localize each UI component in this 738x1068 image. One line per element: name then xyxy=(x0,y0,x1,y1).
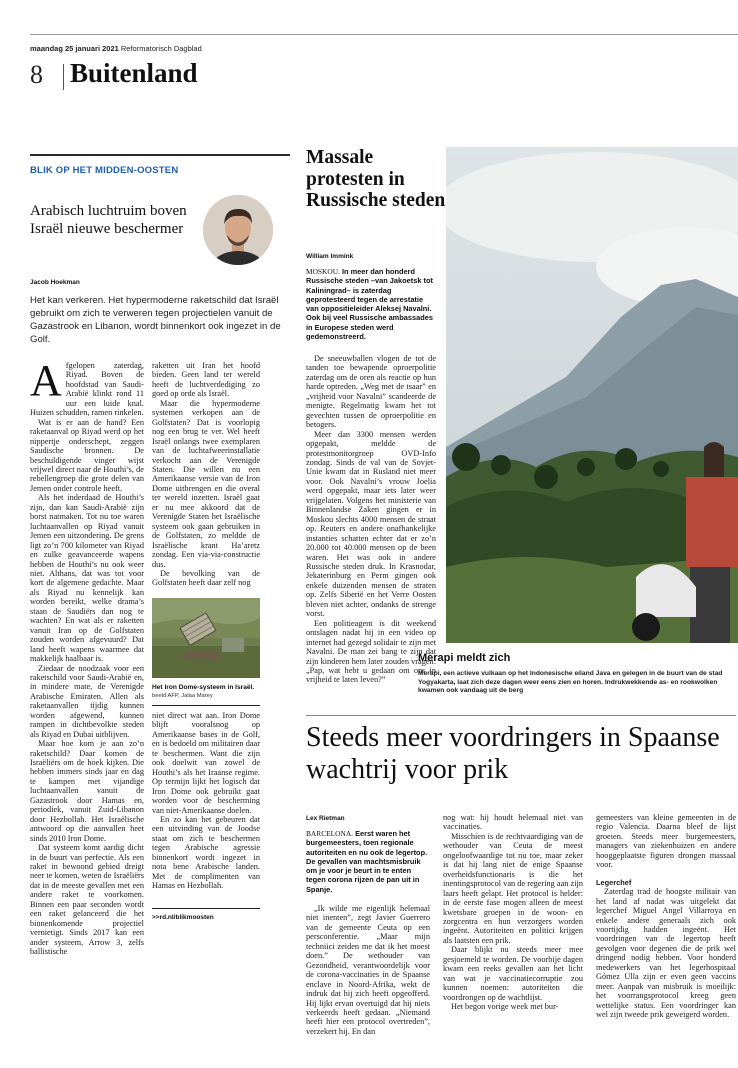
paragraph: Meer dan 3300 mensen werden opgepakt, meldde de protestmonitorgroep OVD-Info zondag. Sinds de val van de Sovjet-Unie kwam dat in Rusland niet meer voor. Ook Navalni’s vrouw Joelia werd opgepakt, maar iets later weer vrijgelaten. Volgens het ministerie van Binnenlandse Zaken gingen er in Moskou slechts 4000 mensen de straat op. Reuters en andere onafhankelijke instanties schatten echter dat er zo’n 20.000 tot 40.000 mensen op de been waren. Het was ook in andere Russische steden druk. In Krasnodar, Jekaterinburg en Perm gingen ook enkele duizenden mensen de straten op. Zelfs Siberië en het Verre Oosten bleven niet achter, ondanks de strenge vorst. xyxy=(306,429,436,619)
column-top-rule xyxy=(30,154,290,156)
paragraph: Misschien is de rechtvaardiging van de wethouder van Ceuta de meest ongeloofwaardige tot nu toe, maar zeker is dat hij lang niet de enige Spaanse overheidsfunctionaris is die het inentingsprotocol van de regering aan zijn laars heeft gelapt. Het protocol is helder: in de eerste fase mogen alleen de meest kwetsbare groepen in de woon- en zorgcentra en hun verzorgers worden ingeënt. Autoriteiten en politici krijgen als laatsten een prik. xyxy=(443,831,583,945)
spain-headline: Steeds meer voordringers in Spaanse wachtrij voor prik xyxy=(306,722,720,785)
top-rule xyxy=(30,34,738,35)
lead-text: Eerst waren het burgemeesters, toen regionale autoriteiten en nu ook de legertop. De gevallen van machtsmisbruik om je voor je beurt in te enten tegen corona rijzen de pan uit in Spanje. xyxy=(306,829,428,894)
paragraph: Ziedaar de noodzaak voor een raketschild voor Saudi-Arabië en, in mindere mate, de Verenigde Arabische Emiraten. Allen als raketaanvallen tijdig kunnen worden afgewend, kunnen rampen in dichtbevolkte steden als Riyad en Dubai uitblijven. xyxy=(30,663,144,739)
paragraph: raketten uit Iran het hoofd bieden. Geen land ter wereld heeft de luchtverdediging zo goed op orde als Israël. xyxy=(152,361,260,399)
caption-credit: beeld AFP, Jalaa Marey xyxy=(152,693,213,699)
link-rule xyxy=(152,908,260,909)
paragraph: Zaterdag trad de hoogste militair van het land af nadat was uitgelekt dat legerchef Miguel Angel Villarroya en enkele andere generaals zich ook voortijdig hadden ingeënt. Het voordringen van de legertop heeft gevolgen voor degenen die de prik wel dringend nodig hebben. Voor honderd medewerkers van het legerhospitaal Gómez Ulla zijn er even geen vaccins meer. Aanpak van misbruik is moeilijk: het voorrangsprotocol kreeg geen wettelijke status. Een voordringer kan wel zijn tweede prik geweigerd worden. xyxy=(596,887,736,1020)
russia-lead xyxy=(306,267,436,341)
paragraph: Maar die hypermoderne systemen verkopen aan de Golfstaten? Dat is voorlopig nog een brug te ver. Wel heeft Israël onlangs twee exemplaren van de luchtafweerinstallatie verkocht aan de Verenigde Staten. Die willen nu een Amerikaanse versie van de Iron Dome uitbrengen en die overal ter wereld inzetten. Israël gaat er nu mee akkoord dat de Verenigde Staten het Israëlische systeem ook gaan gebruiken in de Golfstaten, zo meldde de Israëlische krant Ha’aretz zondag. Een via-via-constructie dus. xyxy=(152,398,260,569)
merapi-photo xyxy=(446,147,738,643)
column-body-3 xyxy=(152,711,260,891)
page-number: 8 xyxy=(30,60,43,89)
russia-author: William Immink xyxy=(306,253,354,260)
iron-dome-caption xyxy=(152,684,260,700)
merapi-title: Merapi meldt zich xyxy=(418,652,511,664)
paragraph: gemeesters van kleine gemeenten in de regio Valencia. Daarna bleef de lijst groeien. Steeds meer burgemeesters, managers van ziekenhuizen en andere hooggeplaatste figuren drongen massaal voor. xyxy=(596,813,736,870)
caption-title: Het Iron Dome-systeem in Israël. xyxy=(152,684,255,691)
paragraph: Wat is er aan de hand? Een raketaanval op Riyad werd op het nippertje onderschept, zeggen Saudische bronnen. De beschuldigende vinger wijst vrijwel direct naar de Houthi’s, de rebellengroep die grote delen van Jemen onder controle heeft. xyxy=(30,417,144,493)
author-portrait xyxy=(203,195,273,265)
spain-author: Lex Rietman xyxy=(306,815,345,822)
column-intro: Het kan verkeren. Het hypermoderne raketschild dat Israël gebruikt om zich te verweren tegen projectielen vanuit de Gazastrook en Libanon, wordt binnenkort ook ingezet in de Golf. xyxy=(30,295,281,345)
dropcap: A xyxy=(30,356,62,405)
section-divider xyxy=(63,64,64,90)
spain-body-3 xyxy=(596,813,736,1020)
paragraph: Als het inderdaad de Houthi’s zijn, dan kan Saudi-Arabië zijn borst natmaken. Tot nu toe waren luchtaanvallen op Riyad vanuit Jemen een uitzondering. De grens ligt zo’n 700 kilometer van Riyad en zulke geavanceerde wapens hebben de Houthi’s nu ook weer niet. Althans, dat was tot voor kort de algemene gedachte. Maar als Riyad nu kennelijk kan worden bereikt, welke drama’s staan de Saudiërs dan nog te wachten? En wat als er raketten vanuit Iran op de Golfstaten zouden worden afgevuurd? Dat land heeft wapens waarmee dat makkelijk haalbaar is. xyxy=(30,493,144,664)
russia-body xyxy=(306,354,436,685)
paragraph: En zo kan het gebeuren dat een uitvinding van de Joodse staat om zich te beschermen tegen Arabische agressie binnenkort wordt ingezet in nota bene Arabische landen. Met de complimenten van Hamas en Hezbollah. xyxy=(152,814,260,891)
paragraph: nog wat: hij houdt helemaal niet van vaccinaties. xyxy=(443,813,583,832)
paragraph: „Ik wilde me eigenlijk helemaal niet inenten”, zegt Javier Guerrero van de gemeente Ceuta op een persconferentie. „Maar mijn techniici zeiden me dat ik het moest doen.” De wethouder van Gezondheid, verantwoordelijk voor de corona-vaccinaties in de Spaanse enclave in Noord-Afrika, wekt de indruk dat hij zich heeft opgeofferd. Hij lijkt ervan overtuigd dat hij niets verkeerds heeft gedaan. „Niemand heeft hier een protocol overtreden”, verzekert hij. En dan xyxy=(306,904,430,1036)
column-title: Arabisch luchtruim boven Israël nieuwe beschermer xyxy=(30,203,187,237)
russia-headline: Massale protesten in Russische steden xyxy=(306,147,446,211)
spain-body-2 xyxy=(443,813,583,1012)
paper-name: Reformatorisch Dagblad xyxy=(120,44,202,53)
paragraph: Dat systeem komt aardig dicht in de buurt van perfectie. Als een raket in bewoond gebied dreigt neer te komen, weten de Israëliërs dat in de meeste gevallen met een andere raket te voorkomen. Binnen een paar seconden wordt een raket gelanceerd die het binnenkomende projectiel vernietigt. Sinds 2017 kan een ander systeem, Arrow 3, zelfs ballistische xyxy=(30,843,144,957)
paragraph: niet direct wat aan. Iron Dome blijft vooralsnog op Amerikaanse bases in de Golf, en is bedoeld om militairen daar te beschermen. Want die zijn ook doelwit van zowel de Houthi’s als het Iraanse regime. Op termijn lijkt het logisch dat Iron Dome ook gebruikt gaat worden voor de bescherming van niet-Amerikaanse doelen. xyxy=(152,711,260,815)
merapi-caption: Merapi, een actieve vulkaan op het Indonesische eiland Java en gelegen in de buurt van de stad Yogyakarta, laat zich deze dagen weer eens zien en horen. Indrukwekkende as- en rookwolken kwamen ook vandaag uit de berg xyxy=(418,670,723,695)
spain-lead xyxy=(306,829,430,894)
column-author: Jacob Hoekman xyxy=(30,279,80,286)
column-link[interactable]: >>rd.nl/blikmoosten xyxy=(152,914,214,921)
column-label: BLIK OP HET MIDDEN-OOSTEN xyxy=(30,165,179,176)
paragraph: Een politieagent is dit weekend ontslagen nadat hij in een video op internet had gezegd solidair te zijn met Navalni. De man zei bang te zijn dat zijn kinderen hem later zouden vragen: „Pap, wat hebt u gedaan om ons in vrijheid te laten leven?” xyxy=(306,618,436,685)
column-body-2 xyxy=(152,361,260,588)
paragraph: De bevolking van de Golfstaten heeft daar zelf nog xyxy=(152,568,260,588)
subhead: Legerchef xyxy=(596,877,632,887)
dateline xyxy=(30,44,202,53)
section-title: Buitenland xyxy=(70,58,198,88)
paragraph: fgelopen zaterdag, Riyad. Boven de hoofdstad van Saudi-Arabië klinkt rond 11 uur een luide knal. Huizen schudden, ramen rinkelen. xyxy=(30,361,144,418)
dateline-city: BARCELONA. xyxy=(306,829,354,838)
paragraph: Het begon vorige week met bur- xyxy=(451,1002,559,1012)
paragraph: Daar blijkt nu steeds meer mee gesjoemeld te worden. De voorbije dagen kwam een reeks gevallen aan het licht van wat je vaccinatiecorruptie zou kunnen noemen: autoriteiten die voordrongen op de wachtlijst. xyxy=(443,945,583,1002)
date: maandag 25 januari 2021 xyxy=(30,44,119,53)
paragraph: Maar hoe kom je aan zo’n raketschild? Daar komen de Israëliërs om de hoek kijken. Die hebben immers sinds jaar en dag te kampen met vijandige luchtaanvallen vanuit de Gazastrook door Hamas en, periodiek, vanuit Zuid-Libanon door Hezbollah. Het Israëlische antwoord op die aanvallen heet sinds 2010 Iron Dome. xyxy=(30,739,144,843)
caption-rule xyxy=(152,705,260,706)
lead-text: In meer dan honderd Russische steden –van Jakoetsk tot Kaliningrad– is zaterdag geprotesteerd tegen de arrestatie van oppositieleider Aleksej Navalni. Ook bij veel Russische ambassades in Europese steden werd gedemonstreerd. xyxy=(306,267,433,342)
column-body-1 xyxy=(30,356,144,957)
paragraph: De sneeuwballen vlogen de tot de tanden toe bewapende oproerpolitie zaterdag om de oren als reactie op hun harde optreden. „Weg met de tsaar” en „vrijheid voor Navalni” scandeerde de menigte. Regelmatig kwam het tot gevechten tussen de oproerpolitie en betogers. xyxy=(306,354,436,430)
spain-body-1 xyxy=(306,904,430,1036)
iron-dome-photo xyxy=(152,598,260,678)
dateline-city: MOSKOU. xyxy=(306,267,340,276)
spain-top-rule xyxy=(306,715,736,716)
